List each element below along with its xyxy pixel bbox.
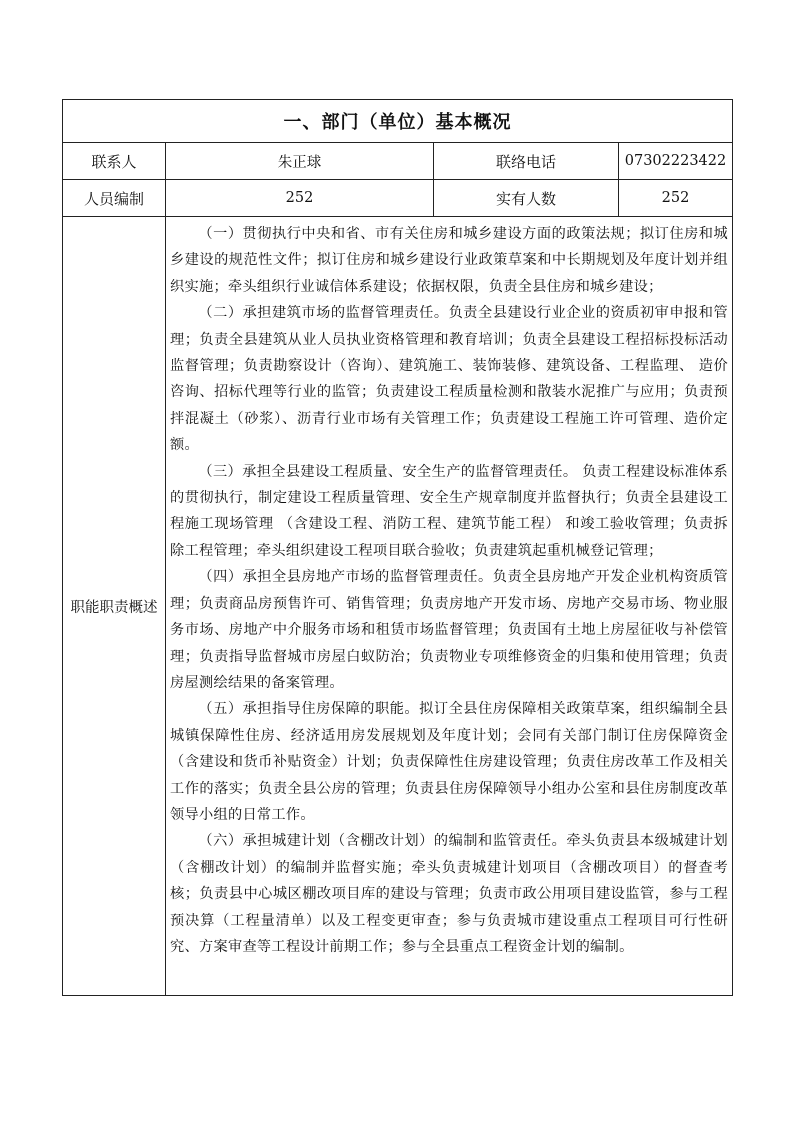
actual-staff-value: 252 (619, 180, 733, 217)
contact-label: 联系人 (63, 143, 166, 180)
staffing-quota: 252 (166, 180, 434, 217)
staffing-row (63, 180, 733, 217)
phone-value: 07302223422 (619, 143, 733, 180)
duties-content (166, 217, 733, 996)
duties-row (63, 217, 733, 996)
contact-name: 朱正球 (166, 143, 434, 180)
basic-info-table (62, 99, 733, 996)
duty-paragraph-3: （三）承担全县建设工程质量、安全生产的监督管理责任。 负责工程建设标准体系的贯彻执行，制定建设工程质量管理、安全生产规章制度并监督执行；负责全县建设工程施工现场管理 （含建设工程、消防工程、建筑节能工程） 和竣工验收管理；负责拆除工程管理；牵头组织建设工程项目联合验收；负责建筑起重机械登记管理； (170, 463, 728, 559)
duty-paragraph-5: （五）承担指导住房保障的职能。拟订全县住房保障相关政策草案，组织编制全县城镇保障性住房、经济适用房发展规划及年度计划；会同有关部门制订住房保障资金（含建设和货币补贴资金）计划；负责保障性住房建设管理；负责住房改革工作及相关工作的落实；负责全县公房的管理；负责县住房保障领导小组办公室和县住房制度改革领导小组的日常工作。 (170, 701, 728, 823)
staffing-label: 人员编制 (63, 180, 166, 217)
title-row (63, 100, 733, 143)
duty-paragraph-4: （四）承担全县房地产市场的监督管理责任。负责全县房地产开发企业机构资质管理；负责商品房预售许可、销售管理；负责房地产开发市场、房地产交易市场、物业服务市场、房地产中介服务市场和租赁市场监督管理；负责国有土地上房屋征收与补偿管理；负责指导监督城市房屋白蚁防治；负责物业专项维修资金的归集和使用管理；负责房屋测绘结果的备案管理。 (170, 569, 728, 691)
phone-label: 联络电话 (434, 143, 619, 180)
duty-paragraph-6: （六）承担城建计划（含棚改计划）的编制和监管责任。牵头负责县本级城建计划（含棚改计划）的编制并监督实施；牵头负责城建计划项目（含棚改项目）的督查考核；负责县中心城区棚改项目库的建设与管理；负责市政公用项目建设监管，参与工程预决算（工程量清单）以及工程变更审查；参与负责城市建设重点工程项目可行性研究、方案审查等工程设计前期工作；参与全县重点工程资金计划的编制。 (170, 833, 728, 955)
duty-paragraph-1: （一）贯彻执行中央和省、市有关住房和城乡建设方面的政策法规；拟订住房和城乡建设的规范性文件；拟订住房和城乡建设行业政策草案和中长期规划及年度计划并组织实施；牵头组织行业诚信体系建设；依据权限，负责全县住房和城乡建设； (170, 226, 728, 295)
actual-staff-label: 实有人数 (434, 180, 619, 217)
duty-paragraph-2: （二）承担建筑市场的监督管理责任。负责全县建设行业企业的资质初审申报和管理；负责全县建筑从业人员执业资格管理和教育培训；负责全县建设工程招标投标活动监督管理；负责勘察设计（咨询）、建筑施工、装饰装修、建筑设备、工程监理、 造价咨询、招标代理等行业的监管；负责建设工程质量检测和散装水泥推广与应用；负责预拌混凝土（砂浆）、沥青行业市场有关管理工作；负责建设工程施工许可管理、造价定额。 (170, 305, 728, 454)
section-title: 一、部门（单位）基本概况 (63, 100, 733, 143)
contact-row (63, 143, 733, 180)
duties-label: 职能职责概述 (63, 217, 166, 996)
